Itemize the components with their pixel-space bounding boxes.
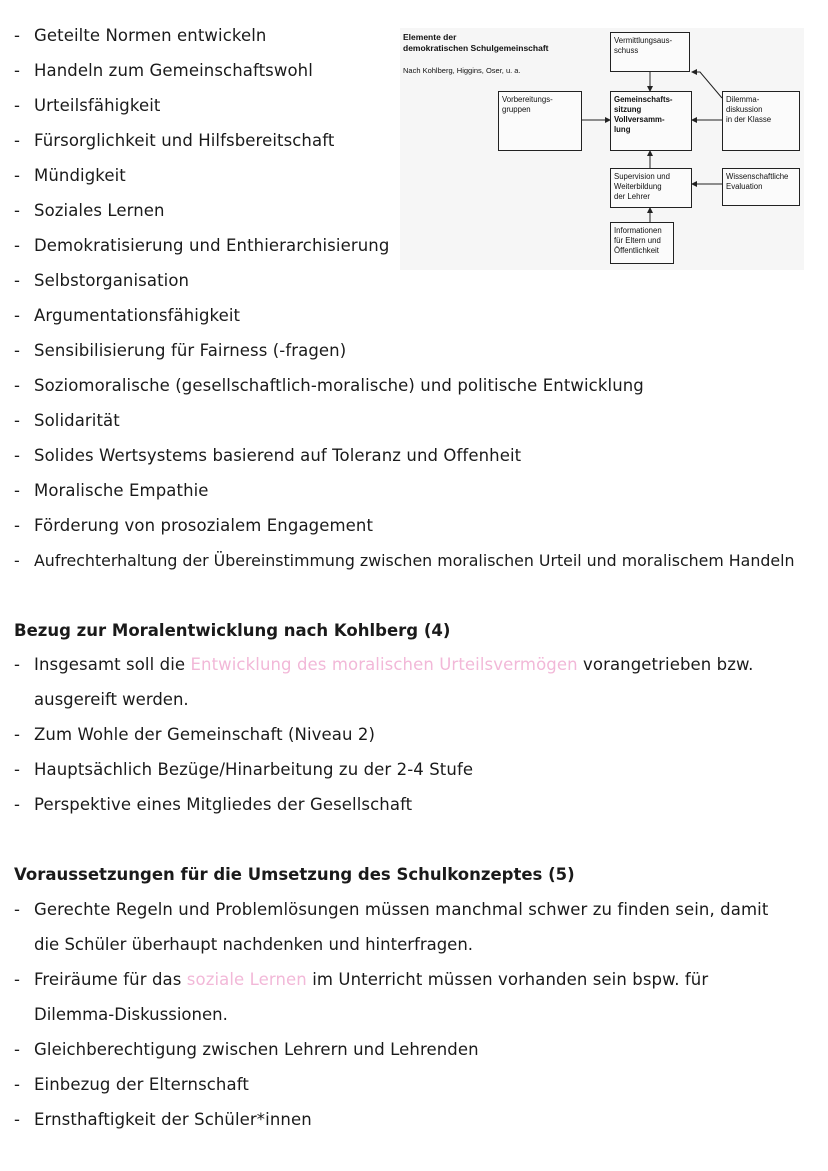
list-item: - Perspektive eines Mitgliedes der Gesellschaft — [14, 795, 413, 814]
list-item: - Hauptsächlich Bezüge/Hinarbeitung zu der 2-4 Stufe — [14, 760, 474, 779]
list-item: - Ernsthaftigkeit der Schüler*innen — [14, 1110, 312, 1129]
list-item: - Handeln zum Gemeinschaftswohl — [14, 61, 313, 80]
diagram-subtitle: Nach Kohlberg, Higgins, Oser, u. a. — [403, 66, 521, 75]
list-item: - Gerechte Regeln und Problemlösungen müssen manchmal schwer zu finden sein, damit — [14, 900, 769, 919]
list-item: - Argumentationsfähigkeit — [14, 306, 241, 325]
diagram-title: Elemente der demokratischen Schulgemeinschaft — [403, 32, 549, 53]
arrow-dilemma-to-vermittlung — [692, 72, 722, 98]
box-informationen: Informationen für Eltern und Öffentlichkeit — [610, 222, 674, 264]
list-item: - Soziomoralische (gesellschaftlich-moralische) und politische Entwicklung — [14, 376, 644, 395]
box-evaluation: Wissenschaftliche Evaluation — [722, 168, 800, 206]
list-item-continuation: ausgereift werden. — [34, 690, 189, 709]
list-item: - Mündigkeit — [14, 166, 126, 185]
box-supervision: Supervision und Weiterbildung der Lehrer — [610, 168, 692, 208]
list-item-continuation: die Schüler überhaupt nachdenken und hinterfragen. — [34, 935, 474, 954]
highlighted-text: soziale Lernen — [186, 970, 307, 989]
list-item: - Förderung von prosozialem Engagement — [14, 516, 374, 535]
highlighted-text: Entwicklung des moralischen Urteilsvermögen — [190, 655, 578, 674]
box-gemeinschaftssitzung: Gemeinschafts- sitzung Vollversamm- lung — [610, 91, 692, 151]
list-item: - Selbstorganisation — [14, 271, 190, 290]
school-community-diagram — [400, 28, 804, 270]
list-item: - Solides Wertsystems basierend auf Toleranz und Offenheit — [14, 446, 522, 465]
list-item: - Einbezug der Elternschaft — [14, 1075, 249, 1094]
section-heading-voraussetzungen: Voraussetzungen für die Umsetzung des Schulkonzeptes (5) — [14, 865, 575, 884]
list-item: - Geteilte Normen entwickeln — [14, 26, 267, 45]
list-item: - Aufrechterhaltung der Übereinstimmung zwischen moralischen Urteil und moralischem Handeln — [14, 551, 795, 570]
list-item: - Urteilsfähigkeit — [14, 96, 161, 115]
list-item: - Moralische Empathie — [14, 481, 209, 500]
list-item-continuation: Dilemma-Diskussionen. — [34, 1005, 228, 1024]
box-vermittlungsausschuss: Vermittlungsaus- schuss — [610, 32, 690, 72]
section-heading-kohlberg: Bezug zur Moralentwicklung nach Kohlberg (4) — [14, 621, 451, 640]
list-item: - Zum Wohle der Gemeinschaft (Niveau 2) — [14, 725, 376, 744]
list-item: - Sensibilisierung für Fairness (-fragen) — [14, 341, 347, 360]
list-item: - Gleichberechtigung zwischen Lehrern und Lehrenden — [14, 1040, 479, 1059]
list-item: - Demokratisierung und Enthierarchisierung — [14, 236, 390, 255]
box-vorbereitungsgruppen: Vorbereitungs- gruppen — [498, 91, 582, 151]
list-item: - Fürsorglichkeit und Hilfsbereitschaft — [14, 131, 335, 150]
list-item: - Insgesamt soll die Entwicklung des moralischen Urteilsvermögen vorangetrieben bzw. — [14, 655, 754, 674]
list-item: - Soziales Lernen — [14, 201, 165, 220]
box-dilemmadiskussion: Dilemma- diskussion in der Klasse — [722, 91, 800, 151]
list-item: - Solidarität — [14, 411, 120, 430]
list-item: - Freiräume für das soziale Lernen im Unterricht müssen vorhanden sein bspw. für — [14, 970, 709, 989]
